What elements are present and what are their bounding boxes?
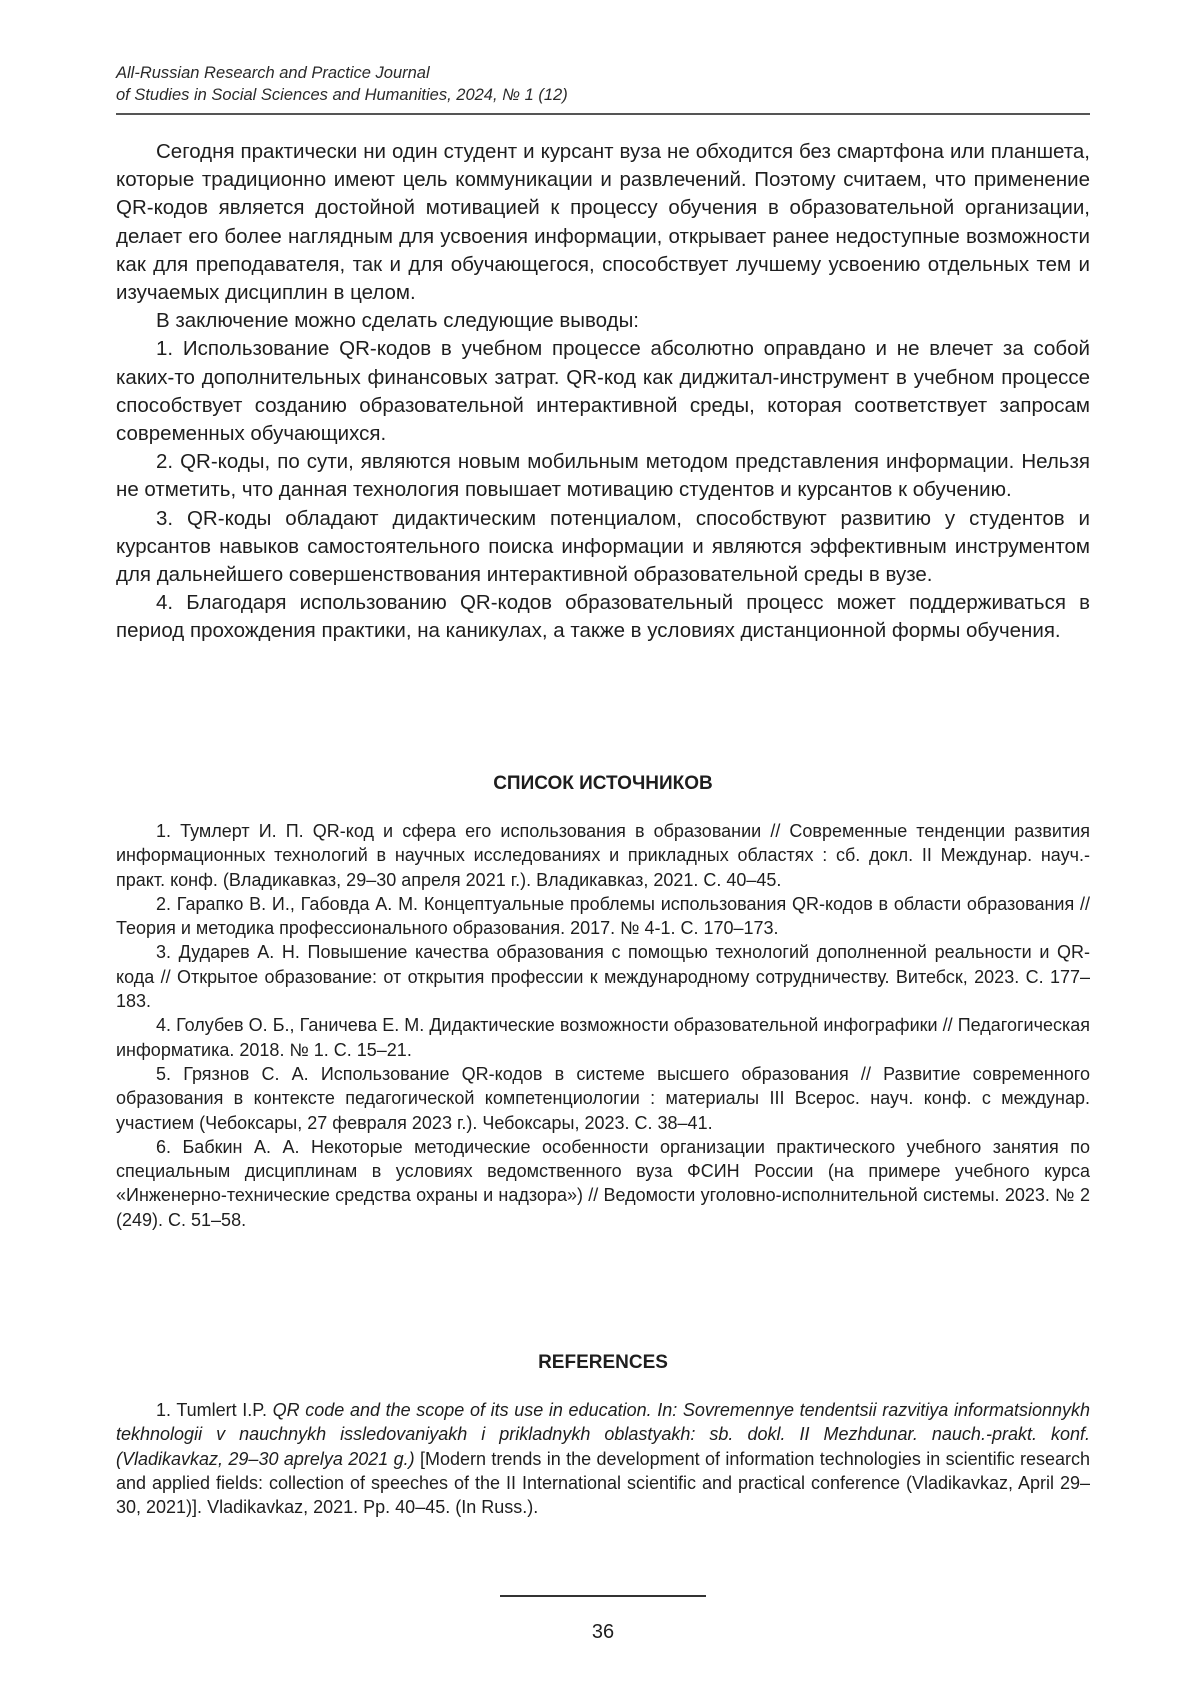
- source-item: 3. Дударев А. Н. Повышение качества образования с помощью технологий дополненной реальности и QR-кода // Открытое образование: от открытия профессии к международному сотрудничеству. Витебск, 2023. С. 177–183.: [116, 942, 1090, 1012]
- reference-item: [116, 1398, 1090, 1519]
- reference-title: QR code and the scope of its use in education. In: Sovremennye tendentsii razvitiya informatsionnykh tekhnologii v nauchnykh issledovaniyakh i prikladnykh oblastyakh: sb. dokl. II Mezhdunar. nauch.-prakt. konf. (Vladikavkaz, 29–30 aprelya 2021 g.): [116, 1400, 1091, 1469]
- footer-divider: [500, 1595, 706, 1597]
- conclusion-item: 4. Благодаря использованию QR-кодов образовательный процесс может поддерживаться в период прохождения практики, на каникулах, а также в условиях дистанционной формы обучения.: [116, 591, 1090, 643]
- reference-details: [Modern trends in the development of information technologies in scientific research and applied fields: collection of speeches of the II International scientific and practical conference (Vladikavkaz, April 29–30, 2021)]. Vladikavkaz, 2021. Pp. 40–45. (In Russ.).: [116, 1448, 1090, 1518]
- body-paragraph: Сегодня практически ни один студент и курсант вуза не обходится без смартфона или планшета, которые традиционно имеют цель коммуникации и развлечений. Поэтому считаем, что применение QR-кодов является достойной мотивацией к процессу обучения в образовательной организации, делает его более наглядным для усвоения информации, открывает ранее недоступные возможности как для преподавателя, так и для обучающегося, способствует лучшему усвоению отдельных тем и изучаемых дисциплин в целом.: [116, 140, 1090, 305]
- source-item: 2. Гарапко В. И., Габовда А. М. Концептуальные проблемы использования QR-кодов в области образования // Теория и методика профессионального образования. 2017. № 4-1. С. 170–173.: [116, 893, 1090, 939]
- journal-title-line-2: of Studies in Social Sciences and Humanities, 2024, № 1 (12): [116, 86, 568, 104]
- body-text: [116, 138, 1090, 646]
- sources-list: [116, 819, 1090, 1232]
- reference-author: 1. Tumlert I.P.: [156, 1400, 273, 1420]
- page-number: 36: [591, 1621, 615, 1643]
- header-divider: [116, 113, 1090, 115]
- references-heading: REFERENCES: [538, 1352, 668, 1373]
- conclusion-item: 2. QR-коды, по сути, являются новым мобильным методом представления информации. Нельзя не отметить, что данная технология повышает мотивацию студентов и курсантов к обучению.: [116, 450, 1090, 502]
- references-list: [116, 1398, 1090, 1519]
- running-header: [116, 62, 1090, 106]
- source-item: 1. Тумлерт И. П. QR-код и сфера его использования в образовании // Современные тенденции развития информационных технологий в научных исследованиях и прикладных областях : сб. докл. II Междунар. науч.-практ. конф. (Владикавказ, 29–30 апреля 2021 г.). Владикавказ, 2021. С. 40–45.: [116, 821, 1090, 890]
- conclusion-item: 3. QR-коды обладают дидактическим потенциалом, способствуют развитию у студентов и курсантов навыков самостоятельного поиска информации и являются эффективным инструментом для дальнейшего совершенствования интерактивной образовательной среды в вузе.: [116, 506, 1090, 587]
- source-item: 4. Голубев О. Б., Ганичева Е. М. Дидактические возможности образовательной инфографики // Педагогическая информатика. 2018. № 1. С. 15–21.: [116, 1015, 1090, 1060]
- conclusion-item: 1. Использование QR-кодов в учебном процессе абсолютно оправдано и не влечет за собой каких-то дополнительных финансовых затрат. QR-код как диджитал-инструмент в учебном процессе способствует созданию образовательной интерактивной среды, которая соответствует запросам современных обучающихся.: [116, 337, 1090, 446]
- journal-title-line-1: All-Russian Research and Practice Journal: [116, 64, 430, 82]
- source-item: 6. Бабкин А. А. Некоторые методические особенности организации практического учебного занятия по специальным дисциплинам в условиях ведомственного вуза ФСИН России (на примере учебного курса «Инженерно-технические средства охраны и надзора») // Ведомости уголовно-исполнительной системы. 2023. № 2 (249). С. 51–58.: [116, 1136, 1090, 1230]
- sources-heading: СПИСОК ИСТОЧНИКОВ: [493, 773, 713, 794]
- body-paragraph: В заключение можно сделать следующие выводы:: [156, 309, 640, 333]
- source-item: 5. Грязнов С. А. Использование QR-кодов в системе высшего образования // Развитие современного образования в контексте педагогической компетенциологии : материалы III Всерос. науч. конф. с междунар. участием (Чебоксары, 27 февраля 2023 г.). Чебоксары, 2023. С. 38–41.: [116, 1063, 1090, 1133]
